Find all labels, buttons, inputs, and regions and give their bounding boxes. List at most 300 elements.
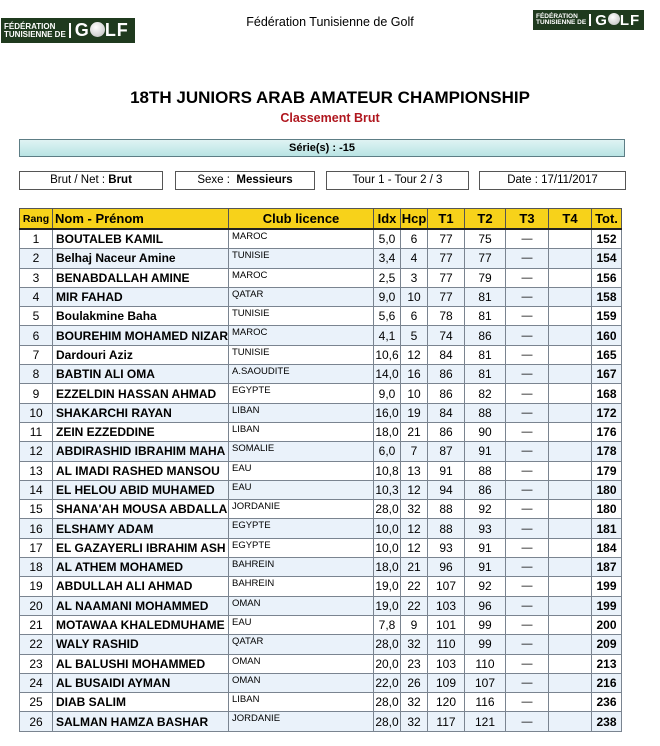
cell-t3: — — [506, 461, 549, 480]
cell-club: TUNISIE — [229, 249, 374, 268]
cell-club: OMAN — [229, 673, 374, 692]
cell-tot: 184 — [592, 538, 622, 557]
cell-rang: 9 — [20, 384, 53, 403]
cell-rang: 14 — [20, 480, 53, 499]
table-row — [20, 577, 622, 596]
cell-idx: 6,0 — [374, 442, 401, 461]
cell-t1: 84 — [428, 345, 465, 364]
cell-nom: ABDIRASHID IBRAHIM MAHA — [53, 442, 229, 461]
col-header-t2: T2 — [465, 209, 506, 230]
cell-t1: 96 — [428, 558, 465, 577]
table-row — [20, 558, 622, 577]
cell-t2: 81 — [465, 307, 506, 326]
cell-t3: — — [506, 345, 549, 364]
cell-club: SOMALIE — [229, 442, 374, 461]
cell-t2: 99 — [465, 615, 506, 634]
cell-t2: 96 — [465, 596, 506, 615]
cell-t4 — [549, 365, 592, 384]
cell-idx: 18,0 — [374, 558, 401, 577]
cell-t4 — [549, 442, 592, 461]
cell-t1: 120 — [428, 693, 465, 712]
cell-hcp: 32 — [401, 693, 428, 712]
cell-t1: 77 — [428, 268, 465, 287]
cell-tot: 199 — [592, 596, 622, 615]
cell-t1: 77 — [428, 287, 465, 306]
cell-t1: 109 — [428, 673, 465, 692]
cell-club: BAHREIN — [229, 577, 374, 596]
date-box: Date : 17/11/2017 — [479, 171, 626, 190]
cell-club: EAU — [229, 480, 374, 499]
logo-golf-word — [591, 12, 640, 29]
cell-t4 — [549, 615, 592, 634]
cell-t3: — — [506, 538, 549, 557]
cell-club: LIBAN — [229, 693, 374, 712]
cell-t4 — [549, 287, 592, 306]
cell-nom: EL GAZAYERLI IBRAHIM ASH — [53, 538, 229, 557]
cell-t1: 77 — [428, 249, 465, 268]
cell-idx: 5,6 — [374, 307, 401, 326]
cell-t3: — — [506, 442, 549, 461]
table-row — [20, 500, 622, 519]
cell-t4 — [549, 596, 592, 615]
table-row — [20, 326, 622, 345]
cell-rang: 11 — [20, 422, 53, 441]
cell-club: TUNISIE — [229, 307, 374, 326]
cell-t4 — [549, 268, 592, 287]
table-row — [20, 673, 622, 692]
cell-t1: 86 — [428, 422, 465, 441]
cell-t3: — — [506, 673, 549, 692]
table-row — [20, 307, 622, 326]
sexe-box — [175, 171, 315, 190]
cell-hcp: 19 — [401, 403, 428, 422]
cell-rang: 17 — [20, 538, 53, 557]
cell-hcp: 6 — [401, 307, 428, 326]
logo-word-pre: G — [74, 20, 90, 40]
cell-nom: WALY RASHID — [53, 635, 229, 654]
cell-t1: 110 — [428, 635, 465, 654]
cell-nom: BOUREHIM MOHAMED NIZAR — [53, 326, 229, 345]
cell-club: BAHREIN — [229, 558, 374, 577]
federation-logo-right — [533, 10, 644, 30]
logo-line2: TUNISIENNE DE — [536, 19, 587, 26]
table-row — [20, 615, 622, 634]
cell-nom: BABTIN ALI OMA — [53, 365, 229, 384]
golf-ball-icon — [608, 13, 620, 25]
table-row — [20, 635, 622, 654]
cell-t1: 87 — [428, 442, 465, 461]
cell-hcp: 32 — [401, 712, 428, 731]
cell-idx: 19,0 — [374, 577, 401, 596]
cell-idx: 9,0 — [374, 287, 401, 306]
cell-t4 — [549, 519, 592, 538]
cell-t2: 110 — [465, 654, 506, 673]
cell-hcp: 9 — [401, 615, 428, 634]
cell-hcp: 22 — [401, 596, 428, 615]
cell-idx: 22,0 — [374, 673, 401, 692]
cell-tot: 168 — [592, 384, 622, 403]
cell-rang: 20 — [20, 596, 53, 615]
cell-tot: 179 — [592, 461, 622, 480]
cell-nom: SHANA'AH MOUSA ABDALLA — [53, 500, 229, 519]
cell-tot: 172 — [592, 403, 622, 422]
cell-club: QATAR — [229, 287, 374, 306]
cell-tot: 180 — [592, 480, 622, 499]
cell-nom: AL IMADI RASHED MANSOU — [53, 461, 229, 480]
cell-rang: 2 — [20, 249, 53, 268]
cell-idx: 28,0 — [374, 500, 401, 519]
cell-nom: ABDULLAH ALI AHMAD — [53, 577, 229, 596]
cell-idx: 10,6 — [374, 345, 401, 364]
cell-t2: 99 — [465, 635, 506, 654]
cell-club: EAU — [229, 461, 374, 480]
cell-idx: 10,0 — [374, 538, 401, 557]
serie-bar: Série(s) : -15 — [19, 139, 625, 157]
sexe-label: Sexe : — [197, 174, 230, 186]
col-header-rang: Rang — [20, 209, 53, 230]
cell-rang: 16 — [20, 519, 53, 538]
cell-hcp: 6 — [401, 229, 428, 249]
cell-rang: 24 — [20, 673, 53, 692]
sexe-value: Messieurs — [236, 174, 293, 186]
col-header-t1: T1 — [428, 209, 465, 230]
cell-rang: 26 — [20, 712, 53, 731]
cell-club: EGYPTE — [229, 519, 374, 538]
cell-rang: 3 — [20, 268, 53, 287]
cell-tot: 181 — [592, 519, 622, 538]
cell-tot: 154 — [592, 249, 622, 268]
cell-rang: 23 — [20, 654, 53, 673]
cell-t3: — — [506, 249, 549, 268]
cell-t3: — — [506, 403, 549, 422]
cell-nom: Dardouri Aziz — [53, 345, 229, 364]
cell-t1: 117 — [428, 712, 465, 731]
cell-hcp: 12 — [401, 519, 428, 538]
col-header-tot: Tot. — [592, 209, 622, 230]
cell-t1: 103 — [428, 596, 465, 615]
table-row — [20, 384, 622, 403]
table-row — [20, 596, 622, 615]
cell-tot: 236 — [592, 693, 622, 712]
cell-t3: — — [506, 384, 549, 403]
cell-idx: 19,0 — [374, 596, 401, 615]
cell-nom: EZZELDIN HASSAN AHMAD — [53, 384, 229, 403]
cell-t1: 74 — [428, 326, 465, 345]
cell-t4 — [549, 712, 592, 731]
cell-rang: 19 — [20, 577, 53, 596]
cell-hcp: 23 — [401, 654, 428, 673]
col-header-hcp: Hcp — [401, 209, 428, 230]
results-body — [20, 229, 622, 731]
cell-tot: 238 — [592, 712, 622, 731]
cell-hcp: 7 — [401, 442, 428, 461]
cell-club: MAROC — [229, 268, 374, 287]
cell-nom: ELSHAMY ADAM — [53, 519, 229, 538]
col-header-idx: Idx — [374, 209, 401, 230]
tour-box: Tour 1 - Tour 2 / 3 — [326, 171, 469, 190]
cell-t2: 77 — [465, 249, 506, 268]
cell-club: OMAN — [229, 596, 374, 615]
cell-tot: 156 — [592, 268, 622, 287]
cell-t3: — — [506, 712, 549, 731]
cell-nom: Belhaj Naceur Amine — [53, 249, 229, 268]
cell-t1: 77 — [428, 229, 465, 249]
cell-t3: — — [506, 519, 549, 538]
logo-word-pre: G — [595, 11, 608, 29]
brut-net-label: Brut / Net : — [50, 174, 106, 186]
logo-line1: FÉDÉRATION — [4, 22, 56, 32]
table-row — [20, 365, 622, 384]
cell-nom: MOTAWAA KHALEDMUHAME — [53, 615, 229, 634]
cell-t4 — [549, 480, 592, 499]
cell-rang: 22 — [20, 635, 53, 654]
cell-rang: 18 — [20, 558, 53, 577]
cell-t3: — — [506, 558, 549, 577]
cell-idx: 9,0 — [374, 384, 401, 403]
cell-nom: AL NAAMANI MOHAMMED — [53, 596, 229, 615]
cell-t1: 103 — [428, 654, 465, 673]
cell-club: EAU — [229, 615, 374, 634]
table-row — [20, 480, 622, 499]
cell-hcp: 10 — [401, 287, 428, 306]
cell-hcp: 4 — [401, 249, 428, 268]
cell-t2: 91 — [465, 538, 506, 557]
cell-t4 — [549, 403, 592, 422]
cell-t2: 121 — [465, 712, 506, 731]
logo-word-post: LF — [104, 20, 129, 40]
cell-idx: 10,3 — [374, 480, 401, 499]
cell-hcp: 21 — [401, 558, 428, 577]
cell-t4 — [549, 500, 592, 519]
cell-rang: 15 — [20, 500, 53, 519]
cell-club: QATAR — [229, 635, 374, 654]
cell-t2: 93 — [465, 519, 506, 538]
cell-hcp: 16 — [401, 365, 428, 384]
cell-t3: — — [506, 500, 549, 519]
cell-t3: — — [506, 287, 549, 306]
cell-tot: 216 — [592, 673, 622, 692]
cell-t4 — [549, 673, 592, 692]
table-row — [20, 538, 622, 557]
cell-club: MAROC — [229, 326, 374, 345]
cell-nom: MIR FAHAD — [53, 287, 229, 306]
cell-tot: 176 — [592, 422, 622, 441]
cell-t4 — [549, 307, 592, 326]
cell-nom: EL HELOU ABID MUHAMED — [53, 480, 229, 499]
cell-t2: 79 — [465, 268, 506, 287]
cell-t3: — — [506, 365, 549, 384]
cell-nom: BENABDALLAH AMINE — [53, 268, 229, 287]
cell-tot: 160 — [592, 326, 622, 345]
cell-tot: 199 — [592, 577, 622, 596]
cell-tot: 209 — [592, 635, 622, 654]
cell-t3: — — [506, 268, 549, 287]
cell-rang: 25 — [20, 693, 53, 712]
cell-t2: 107 — [465, 673, 506, 692]
cell-nom: AL BALUSHI MOHAMMED — [53, 654, 229, 673]
col-header-t3: T3 — [506, 209, 549, 230]
col-header-club: Club licence — [229, 209, 374, 230]
cell-t4 — [549, 577, 592, 596]
cell-t2: 91 — [465, 558, 506, 577]
cell-hcp: 13 — [401, 461, 428, 480]
cell-hcp: 12 — [401, 480, 428, 499]
cell-rang: 8 — [20, 365, 53, 384]
cell-hcp: 3 — [401, 268, 428, 287]
table-row — [20, 403, 622, 422]
cell-tot: 167 — [592, 365, 622, 384]
cell-idx: 3,4 — [374, 249, 401, 268]
page-title: 18TH JUNIORS ARAB AMATEUR CHAMPIONSHIP — [130, 88, 530, 107]
logo-line2: TUNISIENNE DE — [4, 29, 66, 39]
cell-idx: 14,0 — [374, 365, 401, 384]
cell-t1: 78 — [428, 307, 465, 326]
table-row — [20, 442, 622, 461]
cell-club: LIBAN — [229, 422, 374, 441]
cell-club: TUNISIE — [229, 345, 374, 364]
logo-word-post: LF — [619, 11, 641, 29]
cell-t4 — [549, 326, 592, 345]
cell-t4 — [549, 654, 592, 673]
page-subtitle: Classement Brut — [280, 111, 380, 125]
cell-t4 — [549, 422, 592, 441]
cell-tot: 152 — [592, 229, 622, 249]
cell-rang: 10 — [20, 403, 53, 422]
cell-t1: 88 — [428, 519, 465, 538]
cell-idx: 28,0 — [374, 635, 401, 654]
cell-club: EGYPTE — [229, 384, 374, 403]
cell-t2: 90 — [465, 422, 506, 441]
cell-idx: 10,8 — [374, 461, 401, 480]
cell-t4 — [549, 229, 592, 249]
cell-t1: 101 — [428, 615, 465, 634]
cell-nom: AL ATHEM MOHAMED — [53, 558, 229, 577]
cell-t1: 93 — [428, 538, 465, 557]
cell-t4 — [549, 693, 592, 712]
cell-nom: ZEIN EZZEDDINE — [53, 422, 229, 441]
table-row — [20, 712, 622, 731]
cell-idx: 16,0 — [374, 403, 401, 422]
cell-t2: 92 — [465, 577, 506, 596]
cell-t2: 86 — [465, 326, 506, 345]
cell-tot: 158 — [592, 287, 622, 306]
table-row — [20, 422, 622, 441]
cell-nom: SALMAN HAMZA BASHAR — [53, 712, 229, 731]
cell-club: MAROC — [229, 229, 374, 249]
cell-t2: 81 — [465, 365, 506, 384]
cell-t3: — — [506, 596, 549, 615]
col-header-t4: T4 — [549, 209, 592, 230]
cell-club: A.SAOUDITE — [229, 365, 374, 384]
cell-club: JORDANIE — [229, 500, 374, 519]
cell-hcp: 5 — [401, 326, 428, 345]
header-title: Fédération Tunisienne de Golf — [246, 15, 414, 29]
results-table — [19, 208, 622, 732]
cell-t2: 91 — [465, 442, 506, 461]
cell-t2: 116 — [465, 693, 506, 712]
cell-nom: AL BUSAIDI AYMAN — [53, 673, 229, 692]
cell-t2: 81 — [465, 287, 506, 306]
cell-t2: 88 — [465, 403, 506, 422]
cell-idx: 28,0 — [374, 693, 401, 712]
cell-tot: 178 — [592, 442, 622, 461]
table-row — [20, 654, 622, 673]
cell-t4 — [549, 635, 592, 654]
cell-t3: — — [506, 229, 549, 249]
logo-line1: FÉDÉRATION — [536, 13, 578, 21]
cell-t4 — [549, 538, 592, 557]
cell-idx: 28,0 — [374, 712, 401, 731]
cell-t1: 91 — [428, 461, 465, 480]
cell-rang: 13 — [20, 461, 53, 480]
cell-t1: 86 — [428, 365, 465, 384]
cell-idx: 4,1 — [374, 326, 401, 345]
cell-tot: 187 — [592, 558, 622, 577]
cell-rang: 21 — [20, 615, 53, 634]
cell-tot: 200 — [592, 615, 622, 634]
cell-club: LIBAN — [229, 403, 374, 422]
cell-nom: Boulakmine Baha — [53, 307, 229, 326]
cell-t3: — — [506, 577, 549, 596]
cell-t1: 107 — [428, 577, 465, 596]
cell-tot: 180 — [592, 500, 622, 519]
cell-rang: 1 — [20, 229, 53, 249]
cell-hcp: 26 — [401, 673, 428, 692]
brut-net-value: Brut — [108, 174, 132, 186]
cell-club: OMAN — [229, 654, 374, 673]
cell-hcp: 10 — [401, 384, 428, 403]
cell-t3: — — [506, 480, 549, 499]
cell-t2: 81 — [465, 345, 506, 364]
cell-t3: — — [506, 422, 549, 441]
cell-tot: 165 — [592, 345, 622, 364]
cell-idx: 7,8 — [374, 615, 401, 634]
table-header-row — [20, 209, 622, 230]
cell-t2: 82 — [465, 384, 506, 403]
cell-nom: BOUTALEB KAMIL — [53, 229, 229, 249]
table-row — [20, 461, 622, 480]
cell-tot: 213 — [592, 654, 622, 673]
cell-rang: 5 — [20, 307, 53, 326]
table-row — [20, 249, 622, 268]
cell-t4 — [549, 345, 592, 364]
cell-t3: — — [506, 307, 549, 326]
cell-rang: 7 — [20, 345, 53, 364]
cell-t1: 94 — [428, 480, 465, 499]
table-row — [20, 693, 622, 712]
logo-text — [533, 14, 591, 26]
cell-rang: 4 — [20, 287, 53, 306]
cell-t2: 75 — [465, 229, 506, 249]
cell-idx: 2,5 — [374, 268, 401, 287]
cell-idx: 10,0 — [374, 519, 401, 538]
col-header-nom: Nom - Prénom — [53, 209, 229, 230]
cell-hcp: 32 — [401, 500, 428, 519]
cell-t3: — — [506, 615, 549, 634]
cell-t4 — [549, 384, 592, 403]
cell-rang: 12 — [20, 442, 53, 461]
cell-t3: — — [506, 326, 549, 345]
cell-t3: — — [506, 654, 549, 673]
table-row — [20, 268, 622, 287]
cell-idx: 5,0 — [374, 229, 401, 249]
cell-t4 — [549, 249, 592, 268]
cell-club: EGYPTE — [229, 538, 374, 557]
cell-t2: 88 — [465, 461, 506, 480]
brut-net-box — [19, 171, 163, 190]
cell-t4 — [549, 558, 592, 577]
cell-rang: 6 — [20, 326, 53, 345]
